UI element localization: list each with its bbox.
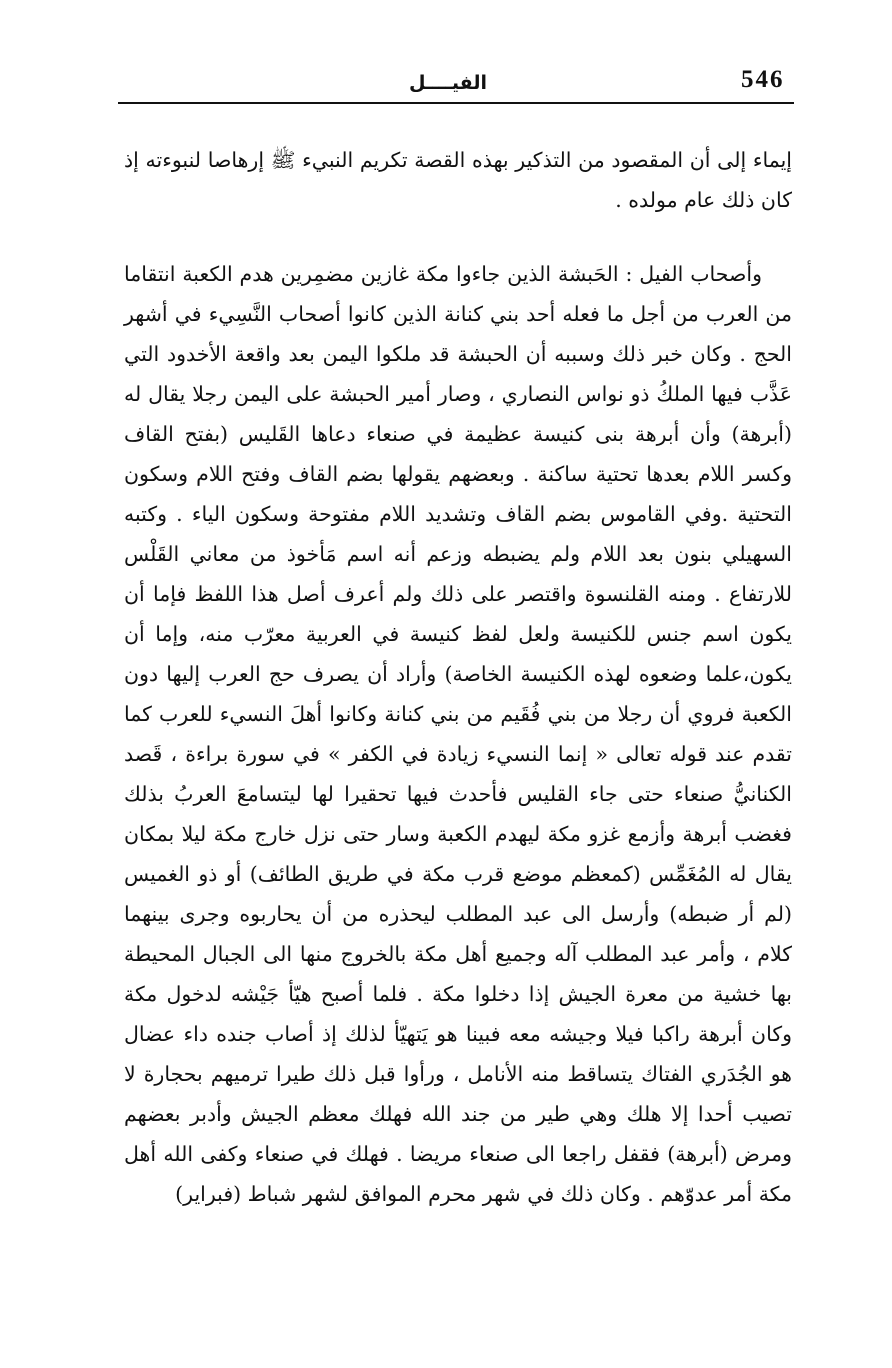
paragraph-elephant-people: وأصحاب الفيل : الحَبشة الذين جاءوا مكة غازين مضمِرين هدم الكعبة انتقاما من العرب من أجل ما فعله أحد بني كنانة الذين كانوا أصحاب النَّسِيء في أشهر الحج . وكان خبر ذلك وسببه أن الحبشة قد ملكوا اليمن بعد واقعة الأخدود التي عَذَّب فيها الملكُ ذو نواس النصاري ، وصار أمير الحبشة على اليمن رجلا يقال له (أبرهة) وأن أبرهة بنى كنيسة عظيمة في صنعاء دعاها القَليس (بفتح القاف وكسر اللام بعدها تحتية ساكنة . وبعضهم يقولها بضم القاف وفتح اللام وسكون التحتية .وفي القاموس بضم القاف وتشديد اللام مفتوحة وسكون الياء . وكتبه السهيلي بنون بعد اللام ولم يضبطه وزعم أنه اسم مَأخوذ من معاني القَلْس للارتفاع . ومنه القلنسوة واقتصر على ذلك ولم أعرف أصل هذا اللفظ فإما أن يكون اسم جنس للكنيسة ولعل لفظ كنيسة في العربية معرّب منه، وإما أن يكون،علما وضعوه لهذه الكنيسة الخاصة) وأراد أن يصرف حج العرب إليها دون الكعبة فروي أن رجلا من بني فُقَيم من بني كنانة وكانوا أهلَ النسيء للعرب كما تقدم عند قوله تعالى « إنما النسيء زيادة في الكفر » في سورة براءة ، قَصد الكنانيُّ صنعاء حتى جاء القليس فأحدث فيها تحقيرا لها ليتسامعَ العربُ بذلك فغضب أبرهة وأزمع غزو مكة ليهدم الكعبة وسار حتى نزل خارج مكة ليلا بمكان يقال له المُغَمِّس (كمعظم موضع قرب مكة في طريق الطائف) أو ذو الغميس (لم أر ضبطه) وأرسل الى عبد المطلب ليحذره من أن يحاربوه وجرى بينهما كلام ، وأمر عبد المطلب آله وجميع أهل مكة بالخروج منها الى الجبال المحيطة بها خشية من معرة الجيش إذا دخلوا مكة . فلما أصبح هيّأ جَيْشه لدخول مكة وكان أبرهة راكبا فيلا وجيشه معه فبينا هو يَتهيّأ لذلك إذ أصاب جنده داء عضال هو الجُدَري الفتاك يتساقط منه الأنامل ، ورأوا قبل ذلك طيرا ترميهم بحجارة لا تصيب أحدا إلا هلك وهي طير من جند الله فهلك معظم الجيش وأدبر بعضهم ومرض (أبرهة) فقفل راجعا الى صنعاء مريضا . فهلك في صنعاء وكفى الله أهل مكة أمر عدوّهم . وكان ذلك في شهر محرم الموافق لشهر شباط (فبراير) (124, 262, 792, 1206)
page-body (124, 140, 792, 1214)
paragraph-intro: إيماء إلى أن المقصود من التذكير بهذه القصة تكريم النبيء ﷺ إرهاصا لنبوءته إذ كان ذلك عام مولده . (124, 148, 792, 212)
header-rule (118, 102, 794, 104)
page-header (118, 58, 794, 104)
page-number: 546 (741, 66, 785, 93)
running-title: الفيــــل (408, 72, 487, 94)
